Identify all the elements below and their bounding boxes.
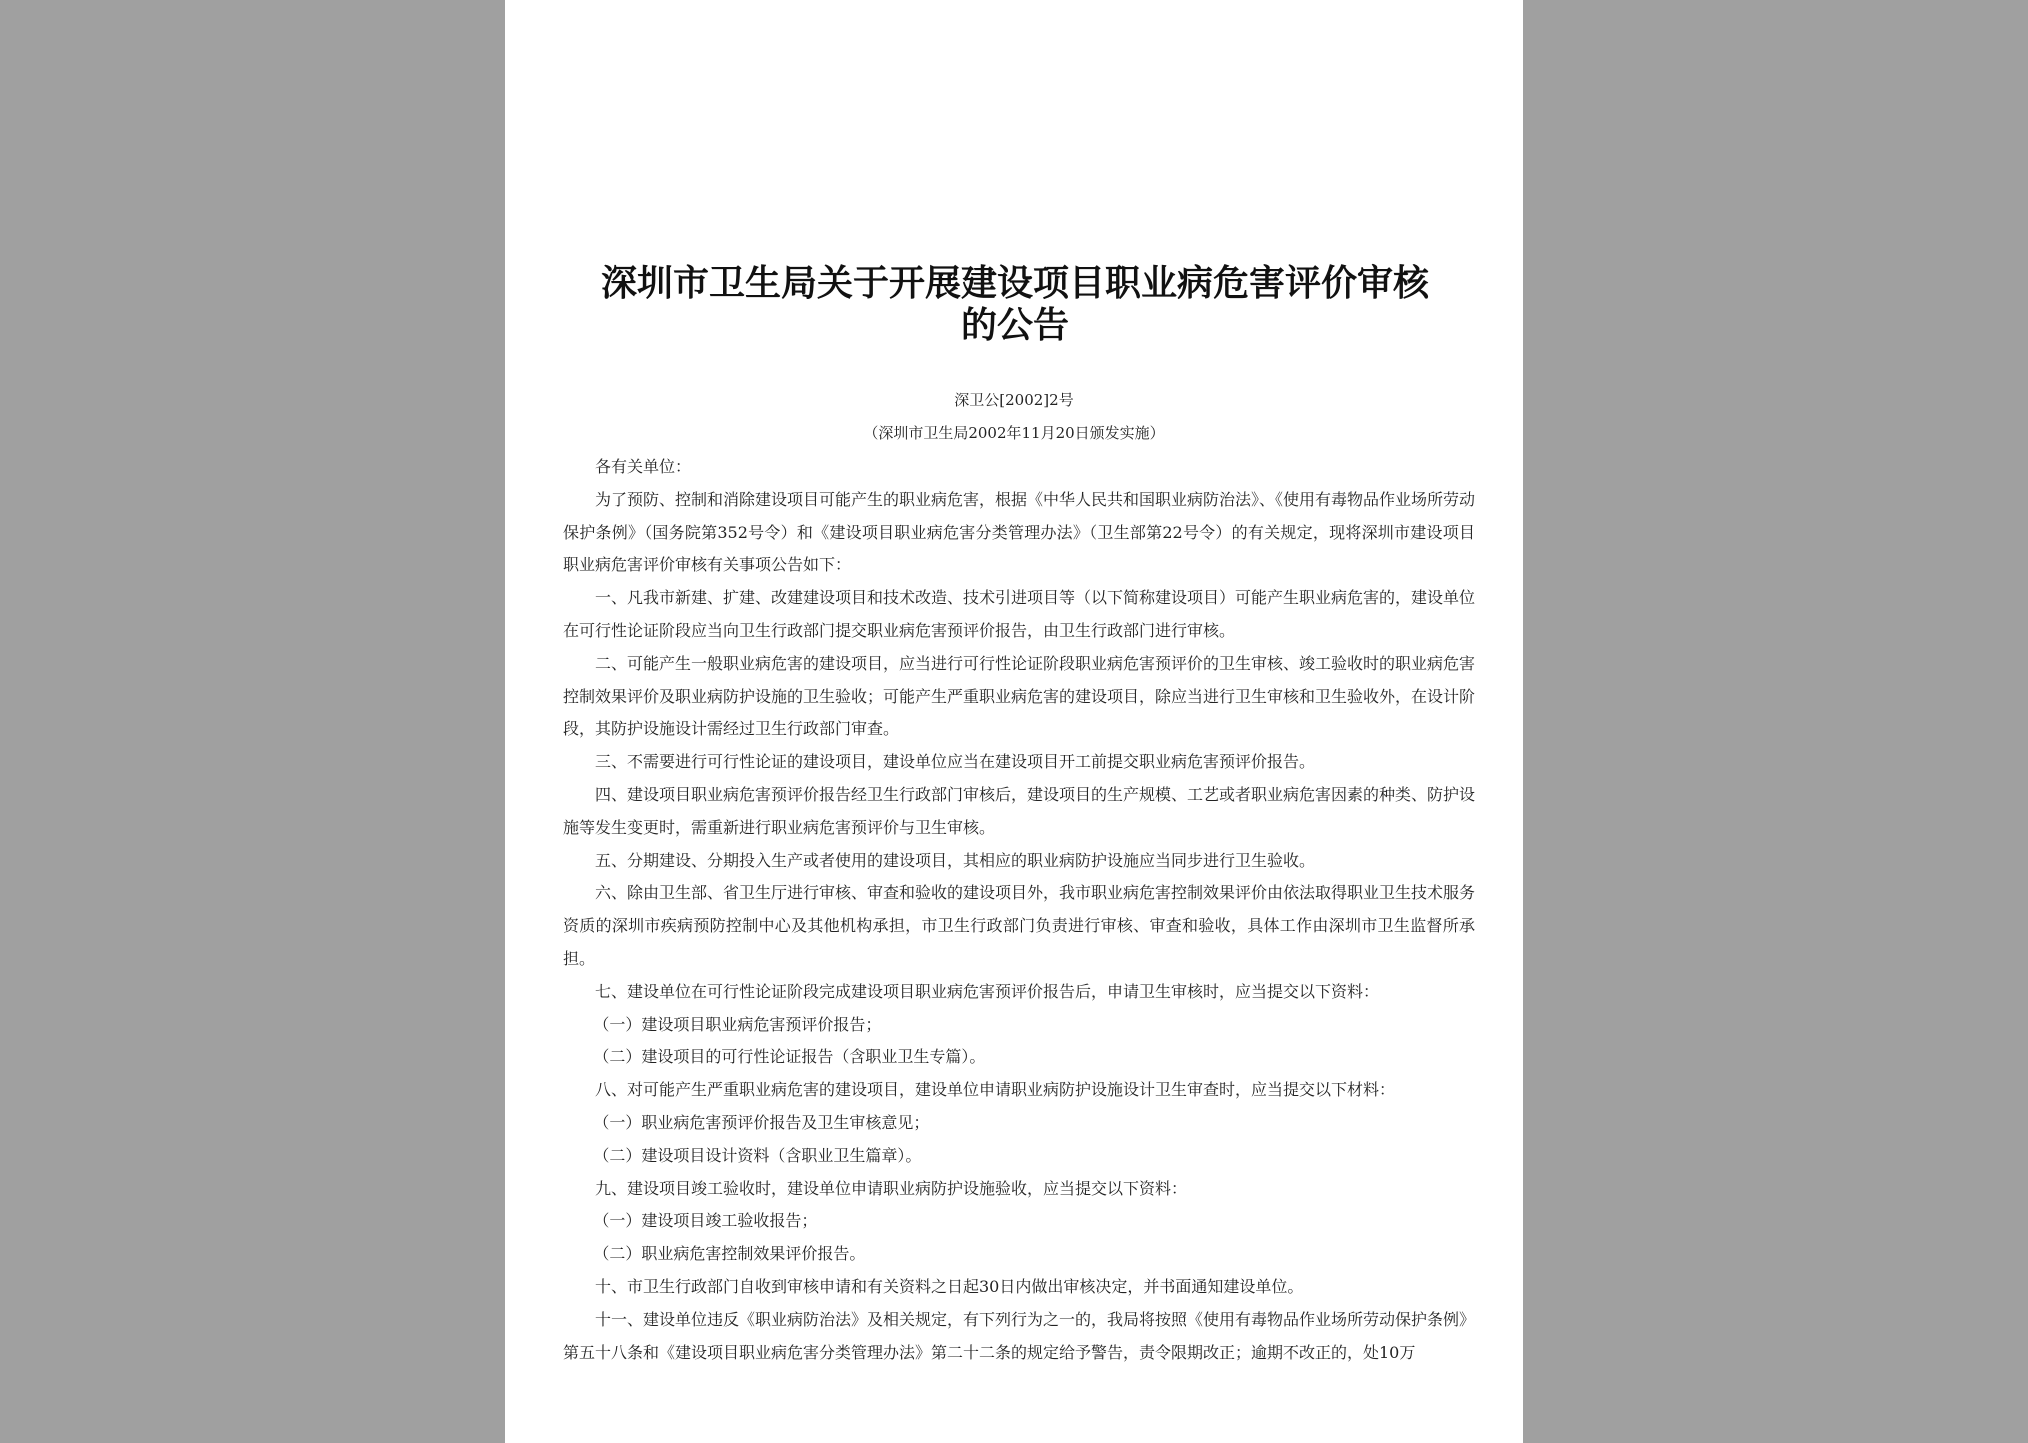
document-body	[563, 451, 1475, 1369]
sub-item-7-1: （一）建设项目职业病危害预评价报告；	[593, 1014, 882, 1034]
document-number: 深卫公[2002]2号	[954, 391, 1074, 409]
sub-item-7-2: （二）建设项目的可行性论证报告（含职业卫生专篇）。	[593, 1047, 986, 1067]
document-page	[505, 0, 1523, 1443]
paragraph-item-7: 七、建设单位在可行性论证阶段完成建设项目职业病危害预评价报告后，申请卫生审核时，应当提交以下资料：	[595, 981, 1380, 1001]
paragraph-item-2: 二、可能产生一般职业病危害的建设项目，应当进行可行性论证阶段职业病危害预评价的卫生审核、竣工验收时的职业病危害控制效果评价及职业病防护设施的卫生验收；可能产生严重职业病危害的建设项目，除应当进行卫生审核和卫生验收外，在设计阶段，其防护设施设计需经过卫生行政部门审查。	[563, 653, 1476, 739]
issue-note: （深圳市卫生局2002年11月20日颁发实施）	[863, 424, 1165, 442]
paragraph-item-8: 八、对可能产生严重职业病危害的建设项目，建设单位申请职业病防护设施设计卫生审查时，应当提交以下材料：	[595, 1080, 1396, 1100]
paragraph-item-5: 五、分期建设、分期投入生产或者使用的建设项目，其相应的职业病防护设施应当同步进行卫生验收。	[595, 850, 1316, 870]
document-title: 深圳市卫生局关于开展建设项目职业病危害评价审核的公告	[600, 262, 1429, 346]
paragraph-item-3: 三、不需要进行可行性论证的建设项目，建设单位应当在建设项目开工前提交职业病危害预评价报告。	[595, 752, 1316, 772]
paragraph-item-9: 九、建设项目竣工验收时，建设单位申请职业病防护设施验收，应当提交以下资料：	[595, 1178, 1188, 1198]
salutation: 各有关单位：	[595, 457, 692, 476]
paragraph-item-10: 十、市卫生行政部门自收到审核申请和有关资料之日起30日内做出审核决定，并书面通知建设单位。	[595, 1276, 1304, 1296]
paragraph-preamble: 为了预防、控制和消除建设项目可能产生的职业病危害，根据《中华人民共和国职业病防治法》、《使用有毒物品作业场所劳动保护条例》（国务院第352号令）和《建设项目职业病危害分类管理办法》（卫生部第22号令）的有关规定，现将深圳市建设项目职业病危害评价审核有关事项公告如下：	[563, 489, 1476, 575]
sub-item-9-2: （二）职业病危害控制效果评价报告。	[593, 1244, 866, 1264]
sub-item-8-2: （二）建设项目设计资料（含职业卫生篇章）。	[593, 1145, 922, 1165]
paragraph-item-11: 十一、建设单位违反《职业病防治法》及相关规定，有下列行为之一的，我局将按照《使用有毒物品作业场所劳动保护条例》第五十八条和《建设项目职业病危害分类管理办法》第二十二条的规定给予警告，责令限期改正；逾期不改正的，处10万	[563, 1309, 1476, 1362]
paragraph-item-6: 六、除由卫生部、省卫生厅进行审核、审查和验收的建设项目外，我市职业病危害控制效果评价由依法取得职业卫生技术服务资质的深圳市疾病预防控制中心及其他机构承担，市卫生行政部门负责进行审核、审查和验收，具体工作由深圳市卫生监督所承担。	[563, 883, 1476, 968]
sub-item-8-1: （一）职业病危害预评价报告及卫生审核意见；	[593, 1112, 930, 1132]
sub-item-9-1: （一）建设项目竣工验收报告；	[593, 1211, 818, 1231]
paragraph-item-1: 一、凡我市新建、扩建、改建建设项目和技术改造、技术引进项目等（以下简称建设项目）可能产生职业病危害的，建设单位在可行性论证阶段应当向卫生行政部门提交职业病危害预评价报告，由卫生行政部门进行审核。	[563, 588, 1476, 640]
paragraph-item-4: 四、建设项目职业病危害预评价报告经卫生行政部门审核后，建设项目的生产规模、工艺或者职业病危害因素的种类、防护设施等发生变更时，需重新进行职业病危害预评价与卫生审核。	[563, 784, 1476, 837]
